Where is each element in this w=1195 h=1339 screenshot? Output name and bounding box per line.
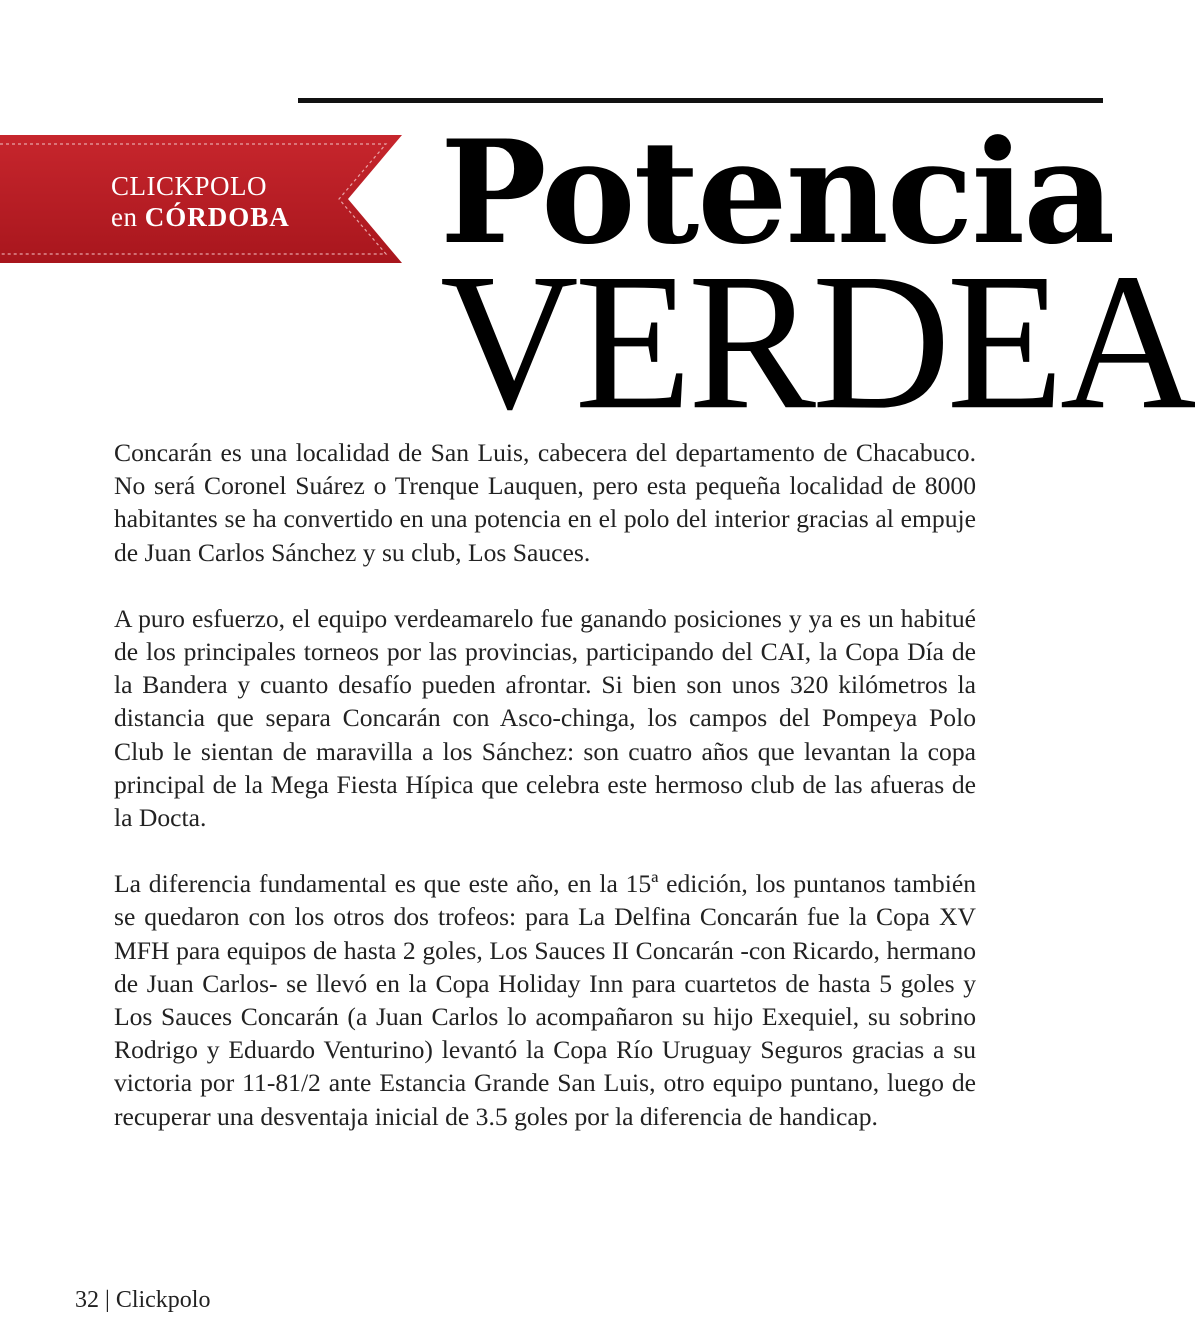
ribbon-line2 xyxy=(111,202,290,233)
ribbon-line2-prefix: en xyxy=(111,202,138,232)
page-number: 32 xyxy=(75,1287,99,1313)
article-body xyxy=(114,436,976,1166)
top-rule xyxy=(298,98,1103,103)
article-paragraph: La diferencia fundamental es que este año, en la 15ª edición, los puntanos también se quedaron con los otros dos trofeos: para La Delfina Concarán fue la Copa XV MFH para equipos de hasta 2 goles, Los Sauces II Concarán -con Ricardo, hermano de Juan Carlos- se llevó en la Copa Holiday Inn para cuartetos de hasta 5 goles y Los Sauces Concarán (a Juan Carlos lo acompañaron su hijo Exequiel, su sobrino Rodrigo y Eduardo Venturino) levantó la Copa Río Uruguay Seguros gracias a su victoria por 11-81/2 ante Estancia Grande San Luis, otro equipo puntano, luego de recuperar una desventaja inicial de 3.5 goles por la diferencia de handicap. xyxy=(114,869,976,1131)
publication-name: Clickpolo xyxy=(115,1287,211,1313)
page-footer xyxy=(75,1287,210,1314)
ribbon-line1: CLICKPOLO xyxy=(111,171,268,201)
ribbon-label xyxy=(111,171,290,233)
headline-line2: VERDEA xyxy=(440,232,1195,451)
ribbon-line2-strong: CÓRDOBA xyxy=(144,202,290,232)
footer-separator: | xyxy=(105,1287,110,1313)
article-paragraph: Concarán es una localidad de San Luis, cabecera del departamento de Chacabuco. No será Coronel Suárez o Trenque Lauquen, pero esta pequeña localidad de 8000 habitantes se ha convertido en una potencia en el polo del interior gracias al empuje de Juan Carlos Sánchez y su club, Los Sauces. xyxy=(114,438,976,567)
section-ribbon xyxy=(0,135,402,263)
article-paragraph: A puro esfuerzo, el equipo verdeamarelo fue ganando posiciones y ya es un habitué de los principales torneos por las provincias, participando del CAI, la Copa Día de la Bandera y cuanto desafío pueden afrontar. Si bien son unos 320 kilómetros la distancia que separa Concarán con Asco-chinga, los campos del Pompeya Polo Club le sientan de maravilla a los Sánchez: son cuatro años que levantan la copa principal de la Mega Fiesta Hípica que celebra este hermoso club de las afueras de la Docta. xyxy=(114,603,976,833)
headline-line1: Potencia xyxy=(440,110,1114,276)
